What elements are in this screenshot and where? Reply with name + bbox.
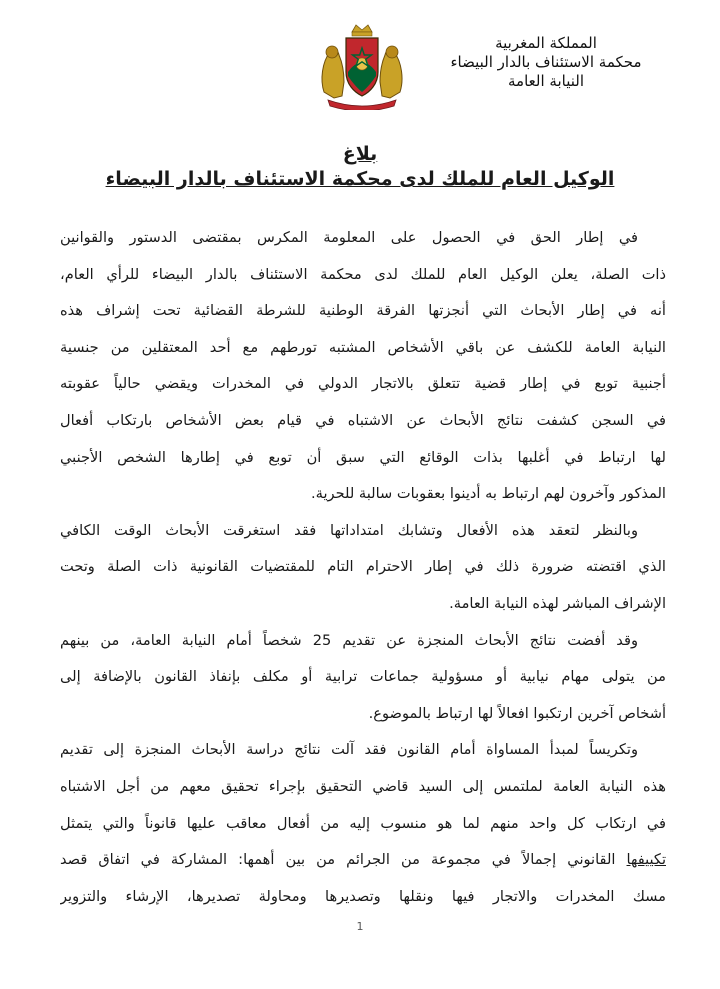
- letterhead-prosecution: النيابة العامة: [508, 72, 584, 90]
- body-line: في إطار الحق في الحصول على المعلومة المكرس بمقتضى الدستور والقوانين: [60, 229, 638, 246]
- notice-body: [60, 220, 666, 915]
- page-number: 1: [356, 920, 364, 933]
- underlined-term: تكييفها: [626, 851, 666, 869]
- body-line: النيابة العامة للكشف عن باقي الأشخاص المشتبه تورطهم مع أحد المعتقلين من جنسية: [60, 338, 666, 356]
- body-line: هذه النيابة العامة لملتمس إلى السيد قاضي التحقيق بإجراء تحقيق معهم من أجل الاشتباه: [60, 777, 666, 795]
- body-line: وتكريساً لمبدأ المساواة أمام القانون فقد آلت نتائج دراسة الأبحاث المنجزة إلى تقديم: [60, 741, 638, 759]
- letterhead: [416, 34, 676, 91]
- body-line: أجنبية توبع في إطار قضية تتعلق بالاتجار الدولي في المخدرات ويقضي حالياً عقوبته: [60, 375, 666, 393]
- body-line: الإشراف المباشر لهذه النيابة العامة.: [449, 594, 666, 612]
- body-line: ذات الصلة، يعلن الوكيل العام للملك لدى محكمة الاستئناف بالدار البيضاء للرأي العام،: [60, 265, 666, 283]
- body-line: المذكور وآخرون لهم ارتباط به أدينوا بعقوبات سالبة للحرية.: [311, 485, 666, 503]
- body-line: من يتولى مهام نيابية أو مسؤولية جماعات ترابية أو مكلف بإنفاذ القانون بالإضافة إلى: [60, 668, 666, 686]
- body-line-rest: القانوني إجمالاً في مجموعة من الجرائم من بين أهمها: المشاركة في اتفاق قصد: [60, 851, 616, 869]
- body-line: في ارتكاب كل واحد منهم لما هو منسوب إليه من أفعال معاقب عليها قانوناً والتي يتمثل: [60, 814, 666, 832]
- body-line: أشخاص آخرين ارتكبوا افعالاً لها ارتباط بالموضوع.: [368, 704, 666, 722]
- coat-of-arms-emblem: [312, 22, 412, 110]
- notice-heading: [60, 142, 660, 192]
- notice-title: بلاغ: [342, 143, 378, 165]
- body-line: وقد أفضت نتائج الأبحاث المنجزة عن تقديم 25 شخصاً أمام النيابة العامة، من بينهم: [60, 631, 638, 649]
- letterhead-kingdom: المملكة المغربية: [495, 34, 597, 52]
- body-line: وبالنظر لتعقد هذه الأفعال وتشابك امتداداتها فقد استغرقت الأبحاث الوقت الكافي: [60, 521, 638, 539]
- letterhead-court: محكمة الاستئناف بالدار البيضاء: [450, 53, 642, 71]
- body-line: أنه في إطار الأبحاث التي أنجزتها الفرقة الوطنية للشرطة القضائية تحت إشراف هذه: [60, 302, 666, 320]
- notice-issuer: الوكيل العام للملك لدى محكمة الاستئناف بالدار البيضاء: [105, 168, 615, 190]
- body-line-with-underline: [60, 842, 666, 879]
- body-line: في السجن كشفت نتائج الأبحاث عن الاشتباه في قيام بعض الأشخاص بارتكاب أفعال: [60, 411, 666, 429]
- body-line: لها ارتباط في أغلبها بذات الوقائع التي سبق أن توبع في إطارها الشخص الأجنبي: [60, 448, 666, 466]
- body-line: الذي اقتضته ضرورة ذلك في إطار الاحترام التام للمقتضيات القانونية ذات الصلة وتحت: [60, 558, 666, 576]
- body-line: مسك المخدرات والاتجار فيها ونقلها وتصديرها ومحاولة تصديرها، الإرشاء والتزوير: [60, 887, 666, 905]
